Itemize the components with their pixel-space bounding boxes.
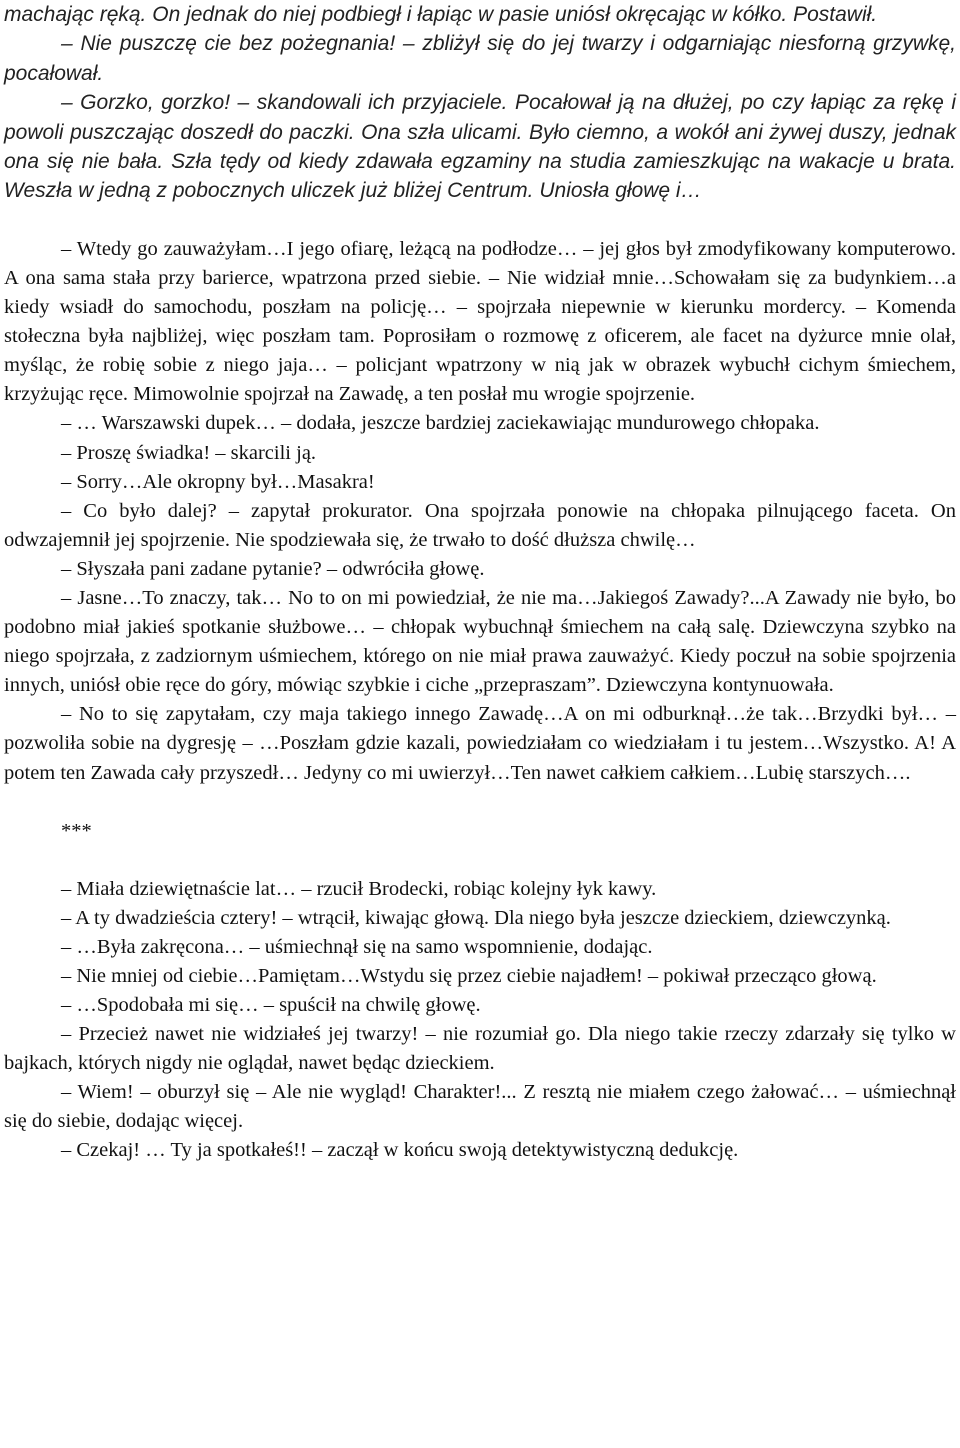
paragraph-gap: [4, 206, 956, 235]
italic-paragraph: – Gorzko, gorzko! – skandowali ich przyjaciele. Pocałował ją na dłużej, po czy łapiąc za rękę i powoli puszczając doszedł do paczki. Ona szła ulicami. Było ciemno, a wokół ani żywej duszy, jednak ona się nie bała. Szła tędy od kiedy zdawała egzaminy na studia zamieszkując na wakacje u brata. Weszła w jedną z pobocznych uliczek już bliżej Centrum. Uniosła głowę i…: [4, 91, 956, 203]
document-page: [4, 0, 956, 1166]
body-paragraph: – Czekaj! … Ty ja spotkałeś!! – zaczął w końcu swoją detektywistyczną dedukcję.: [61, 1139, 739, 1162]
paragraph-gap: [4, 846, 956, 875]
body-paragraph: – … Warszawski dupek… – dodała, jeszcze bardziej zaciekawiając mundurowego chłopaka.: [61, 412, 820, 435]
italic-paragraph: – Nie puszczę cie bez pożegnania! – zbliżył się do jej twarzy i odgarniając niesforną grzywkę, pocałował.: [4, 32, 956, 85]
body-paragraph: – No to się zapytałam, czy maja takiego innego Zawadę…A on mi odburknął…że tak…Brzydki był… – pozwoliła sobie na dygresję – …Poszłam gdzie kazali, powiedziałam co wiedziałam i tu jestem…Wszystko. A! A potem ten Zawada cały przyszedł… Jedyny co mi uwierzył…Ten nawet całkiem całkiem…Lubię starszych….: [4, 703, 956, 784]
body-paragraph: – Co było dalej? – zapytał prokurator. Ona spojrzała ponowie na chłopaka pilnującego faceta. On odwzajemnił jej spojrzenie. Nie spodziewała się, że trwało to dość dłuższa chwilę…: [4, 499, 956, 551]
body-paragraph: – Słyszała pani zadane pytanie? – odwróciła głowę.: [61, 557, 485, 580]
body-paragraph: – A ty dwadzieścia cztery! – wtrącił, kiwając głową. Dla niego była jeszcze dzieckiem, dziewczynką.: [61, 906, 891, 929]
paragraph-gap: [4, 788, 956, 817]
testimony-section: [4, 235, 956, 788]
body-paragraph: – Przecież nawet nie widziałeś jej twarzy! – nie rozumiał go. Dla niego takie rzeczy zdarzały się tylko w bajkach, których nigdy nie oglądał, nawet będąc dzieckiem.: [4, 1023, 956, 1075]
italic-flashback-section: [4, 0, 956, 206]
body-paragraph: – …Spodobała mi się… – spuścił na chwilę głowę.: [61, 994, 481, 1016]
body-paragraph: – Sorry…Ale okropny był…Masakra!: [61, 470, 375, 493]
body-paragraph: – Jasne…To znaczy, tak… No to on mi powiedział, że nie ma…Jakiegoś Zawady?...A Zawady nie było, bo podobno miał jakieś spotkanie służbowe… – chłopak wybuchnął śmiechem na całą salę. Dziewczyna szybko na niego spojrzała, z zadziornym uśmiechem, którego on nie miał prawa zauważyć. Kiedy poczuł na sobie spojrzenia innych, uniósł obie ręce do góry, mówiąc szybkie i ciche „przepraszam”. Dziewczyna kontynuowała.: [4, 586, 956, 697]
conversation-section: [4, 875, 956, 1166]
body-paragraph: – …Była zakręcona… – uśmiechnął się na samo wspomnienie, dodając.: [61, 935, 653, 958]
body-paragraph: – Wtedy go zauważyłam…I jego ofiarę, leżącą na podłodze… – jej głos był zmodyfikowany komputerowo. A ona sama stała przy barierce, wpatrzona przed siebie. – Nie widział mnie…Schowałam się za budynkiem…a kiedy wsiadł do samochodu, poszłam na policję… – spojrzała niepewnie w kierunku mordercy. – Komenda stołeczna była najbliżej, więc poszłam tam. Poprosiłam o rozmowę z oficerem, ale facet na dyżurce mnie olał, myśląc, że robię sobie z niego jaja… – policjant wpatrzony w nią jak w obrazek wybuchł cichym śmiechem, krzyżując ręce. Mimowolnie spojrzał na Zawadę, a ten posłał mu wrogie spojrzenie.: [4, 237, 956, 406]
body-paragraph: – Nie mniej od ciebie…Pamiętam…Wstydu się przez ciebie najadłem! – pokiwał przecząco głową.: [61, 964, 877, 987]
italic-paragraph: machając ręką. On jednak do niej podbiegł i łapiąc w pasie uniósł okręcając w kółko. Postawił.: [4, 3, 878, 26]
body-paragraph: – Wiem! – oburzył się – Ale nie wygląd! Charakter!... Z resztą nie miałem czego żałować… – uśmiechnął się do siebie, dodając więcej.: [4, 1081, 956, 1133]
section-separator: ***: [61, 819, 92, 842]
body-paragraph: – Miała dziewiętnaście lat… – rzucił Brodecki, robiąc kolejny łyk kawy.: [61, 877, 657, 900]
body-paragraph: – Proszę świadka! – skarcili ją.: [61, 441, 317, 464]
